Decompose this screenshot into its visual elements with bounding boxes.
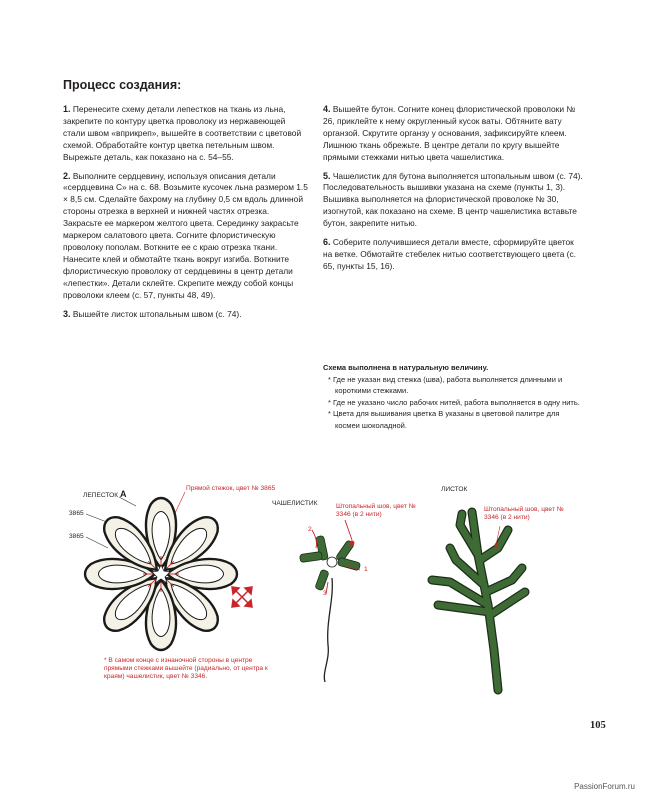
petal-note: * В самом конце с изнаночной стороны в центре прямыми стежками вышейте (радиально, от центра к краям) чашелистик, цвет № 3346. <box>104 657 268 680</box>
note-item: * Где не указан вид стежка (шва), работа выполняется длинными и короткими стежками. <box>328 374 563 396</box>
notes-title: Схема выполнена в натуральную величину. <box>323 363 489 372</box>
step-1: 1. Перенесите схему детали лепестков на ткань из льна, закрепите по контуру цветка проволоку из нержавеющей стали швом «вприкреп», вышейте в соответствии с цветовой схемой. Обработайте контур цветка петельным швом. Вырежьте деталь, как показано на с. 54–55. <box>63 104 302 162</box>
watermark: PassionForum.ru <box>574 782 635 791</box>
note-item: * Где не указано число рабочих нитей, работа выполняется в одну нить. <box>328 397 580 407</box>
step-3: 3. Вышейте листок штопальным швом (с. 74). <box>63 308 242 319</box>
straight-stitch-label: Прямой стежок, цвет № 3865 <box>186 485 276 492</box>
leaf-label: ЛИСТОК <box>441 486 468 493</box>
color-label-3865-top: 3865 <box>69 510 84 517</box>
sequence-2-label: 2 <box>308 526 312 533</box>
step-6: 6. Соберите получившиеся детали вместе, сформируйте цветок на ветке. Обмотайте стебелек нитью соответствующего цвета (с. 65, пункты 15, 16). <box>323 237 576 271</box>
page-number: 105 <box>590 720 606 731</box>
color-label-3865-bottom: 3865 <box>69 533 84 540</box>
leaf-fill <box>432 512 525 690</box>
note-item: * Цвета для вышивания цветка B указаны в цветовой палитре для космеи шоколадной. <box>328 409 560 430</box>
page-title: Процесс создания: <box>63 78 182 92</box>
sequence-3-label: 3 <box>323 590 327 597</box>
sepal-label: ЧАШЕЛИСТИК <box>272 500 318 507</box>
sequence-1-label: 1 <box>364 566 368 573</box>
step-2: 2. Выполните сердцевину, используя описания детали «сердцевина С» на с. 68. Возьмите кусочек льна размером 1.5 × 8,5 см. Сделайте бахрому на глубину 0,5 см вдоль длинной стороны отрезка в верхней и нижней частях отрезка. Закрасьте ее маркером желтого цвета. Серединку закрасьте маркером салатового цвета. Согните флористическую проволоку пополам. Воткните ее с краю отрезка ткани. Нанесите клей и обмотайте ткань вокруг изгиба. Воткните флористическую проволоку от сердцевины в центр детали «лепестки». Детали склейте. Скрепите между собой концы проволоки клеем (с. 57, пункты 48, 49). <box>63 170 308 300</box>
petal-label: ЛЕПЕСТОК A <box>83 489 127 499</box>
step-5: 5. Чашелистик для бутона выполняется штопальным швом (с. 74). Последовательность вышивки указана на схеме (пункты 1, 3). Вышивка выполняется на флористической проволоке № 30, изогнутой, как показано на схеме. В центр чашелистика вставьте бутон, закрепите нитью. <box>323 170 583 229</box>
leaf-stitch-label: Штопальный шов, цвет № 3346 (в 2 нити) <box>484 506 564 521</box>
sepal-stitch-label: Штопальный шов, цвет № 3346 (в 2 нити) <box>336 503 416 518</box>
step-4: 4. Вышейте бутон. Согните конец флористической проволоки № 26, приклейте к нему округленный кусок ваты. Обтяните вату органзой. Скрутите органзу у основания, зафиксируйте клеем. Лишнюю ткань обрежьте. В центре детали по кругу вышейте прямыми стежками нитью цвета чашелистика. <box>323 104 576 162</box>
